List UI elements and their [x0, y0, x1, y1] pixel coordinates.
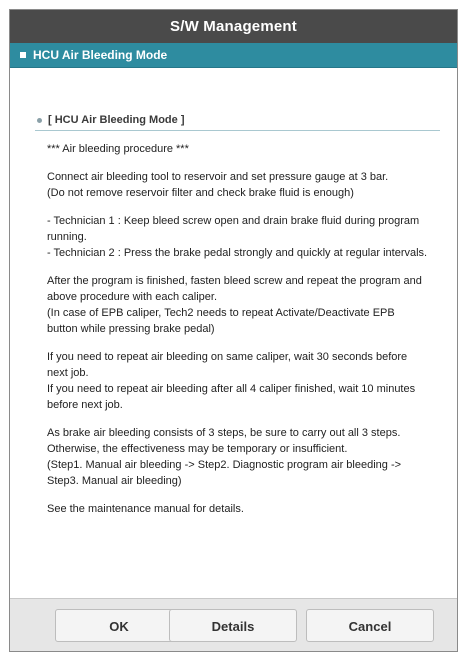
procedure-line: Otherwise, the effectiveness may be temporary or insufficient. [47, 443, 348, 455]
procedure-line: If you need to repeat air bleeding on same caliper, wait 30 seconds before [47, 351, 408, 363]
procedure-paragraph [47, 501, 445, 517]
section-heading [35, 110, 440, 131]
square-bullet-icon [20, 52, 26, 58]
procedure-paragraph [47, 141, 445, 157]
ok-button[interactable]: OK [55, 609, 183, 642]
button-bar [10, 598, 457, 651]
procedure-line: (In case of EPB caliper, Tech2 needs to repeat Activate/Deactivate EPB [47, 307, 395, 319]
procedure-line: After the program is finished, fasten bleed screw and repeat the program and [47, 275, 422, 287]
sw-management-window [9, 9, 458, 652]
procedure-line: As brake air bleeding consists of 3 steps, be sure to carry out all 3 steps. [47, 427, 401, 439]
procedure-line: before next job. [47, 399, 123, 411]
window-title: S/W Management [10, 10, 457, 43]
procedure-line: running. [47, 231, 87, 243]
mode-subheader-label: HCU Air Bleeding Mode [33, 48, 168, 62]
procedure-paragraph [47, 273, 445, 337]
section-title: [ HCU Air Bleeding Mode ] [48, 114, 185, 126]
procedure-line: (Step1. Manual air bleeding -> Step2. Diagnostic program air bleeding -> [47, 459, 402, 471]
procedure-line: above procedure with each caliper. [47, 291, 217, 303]
procedure-line: Connect air bleeding tool to reservoir and set pressure gauge at 3 bar. [47, 171, 389, 183]
details-button[interactable]: Details [169, 609, 297, 642]
procedure-line: - Technician 2 : Press the brake pedal strongly and quickly at regular intervals. [47, 247, 428, 259]
procedure-line: button while pressing brake pedal) [47, 323, 215, 335]
procedure-line: next job. [47, 367, 89, 379]
procedure-paragraph [47, 349, 445, 413]
procedure-line: (Do not remove reservoir filter and check brake fluid is enough) [47, 187, 354, 199]
dot-bullet-icon [37, 118, 42, 123]
procedure-paragraph [47, 169, 445, 201]
procedure-line: Step3. Manual air bleeding) [47, 475, 182, 487]
procedure-line: - Technician 1 : Keep bleed screw open and drain brake fluid during program [47, 215, 420, 227]
procedure-line: See the maintenance manual for details. [47, 503, 244, 515]
content-panel [10, 68, 457, 600]
procedure-line: *** Air bleeding procedure *** [47, 143, 189, 155]
procedure-text [47, 141, 445, 529]
procedure-paragraph [47, 425, 445, 489]
cancel-button[interactable]: Cancel [306, 609, 434, 642]
procedure-paragraph [47, 213, 445, 261]
mode-subheader [10, 43, 457, 68]
procedure-line: If you need to repeat air bleeding after all 4 caliper finished, wait 10 minutes [47, 383, 416, 395]
